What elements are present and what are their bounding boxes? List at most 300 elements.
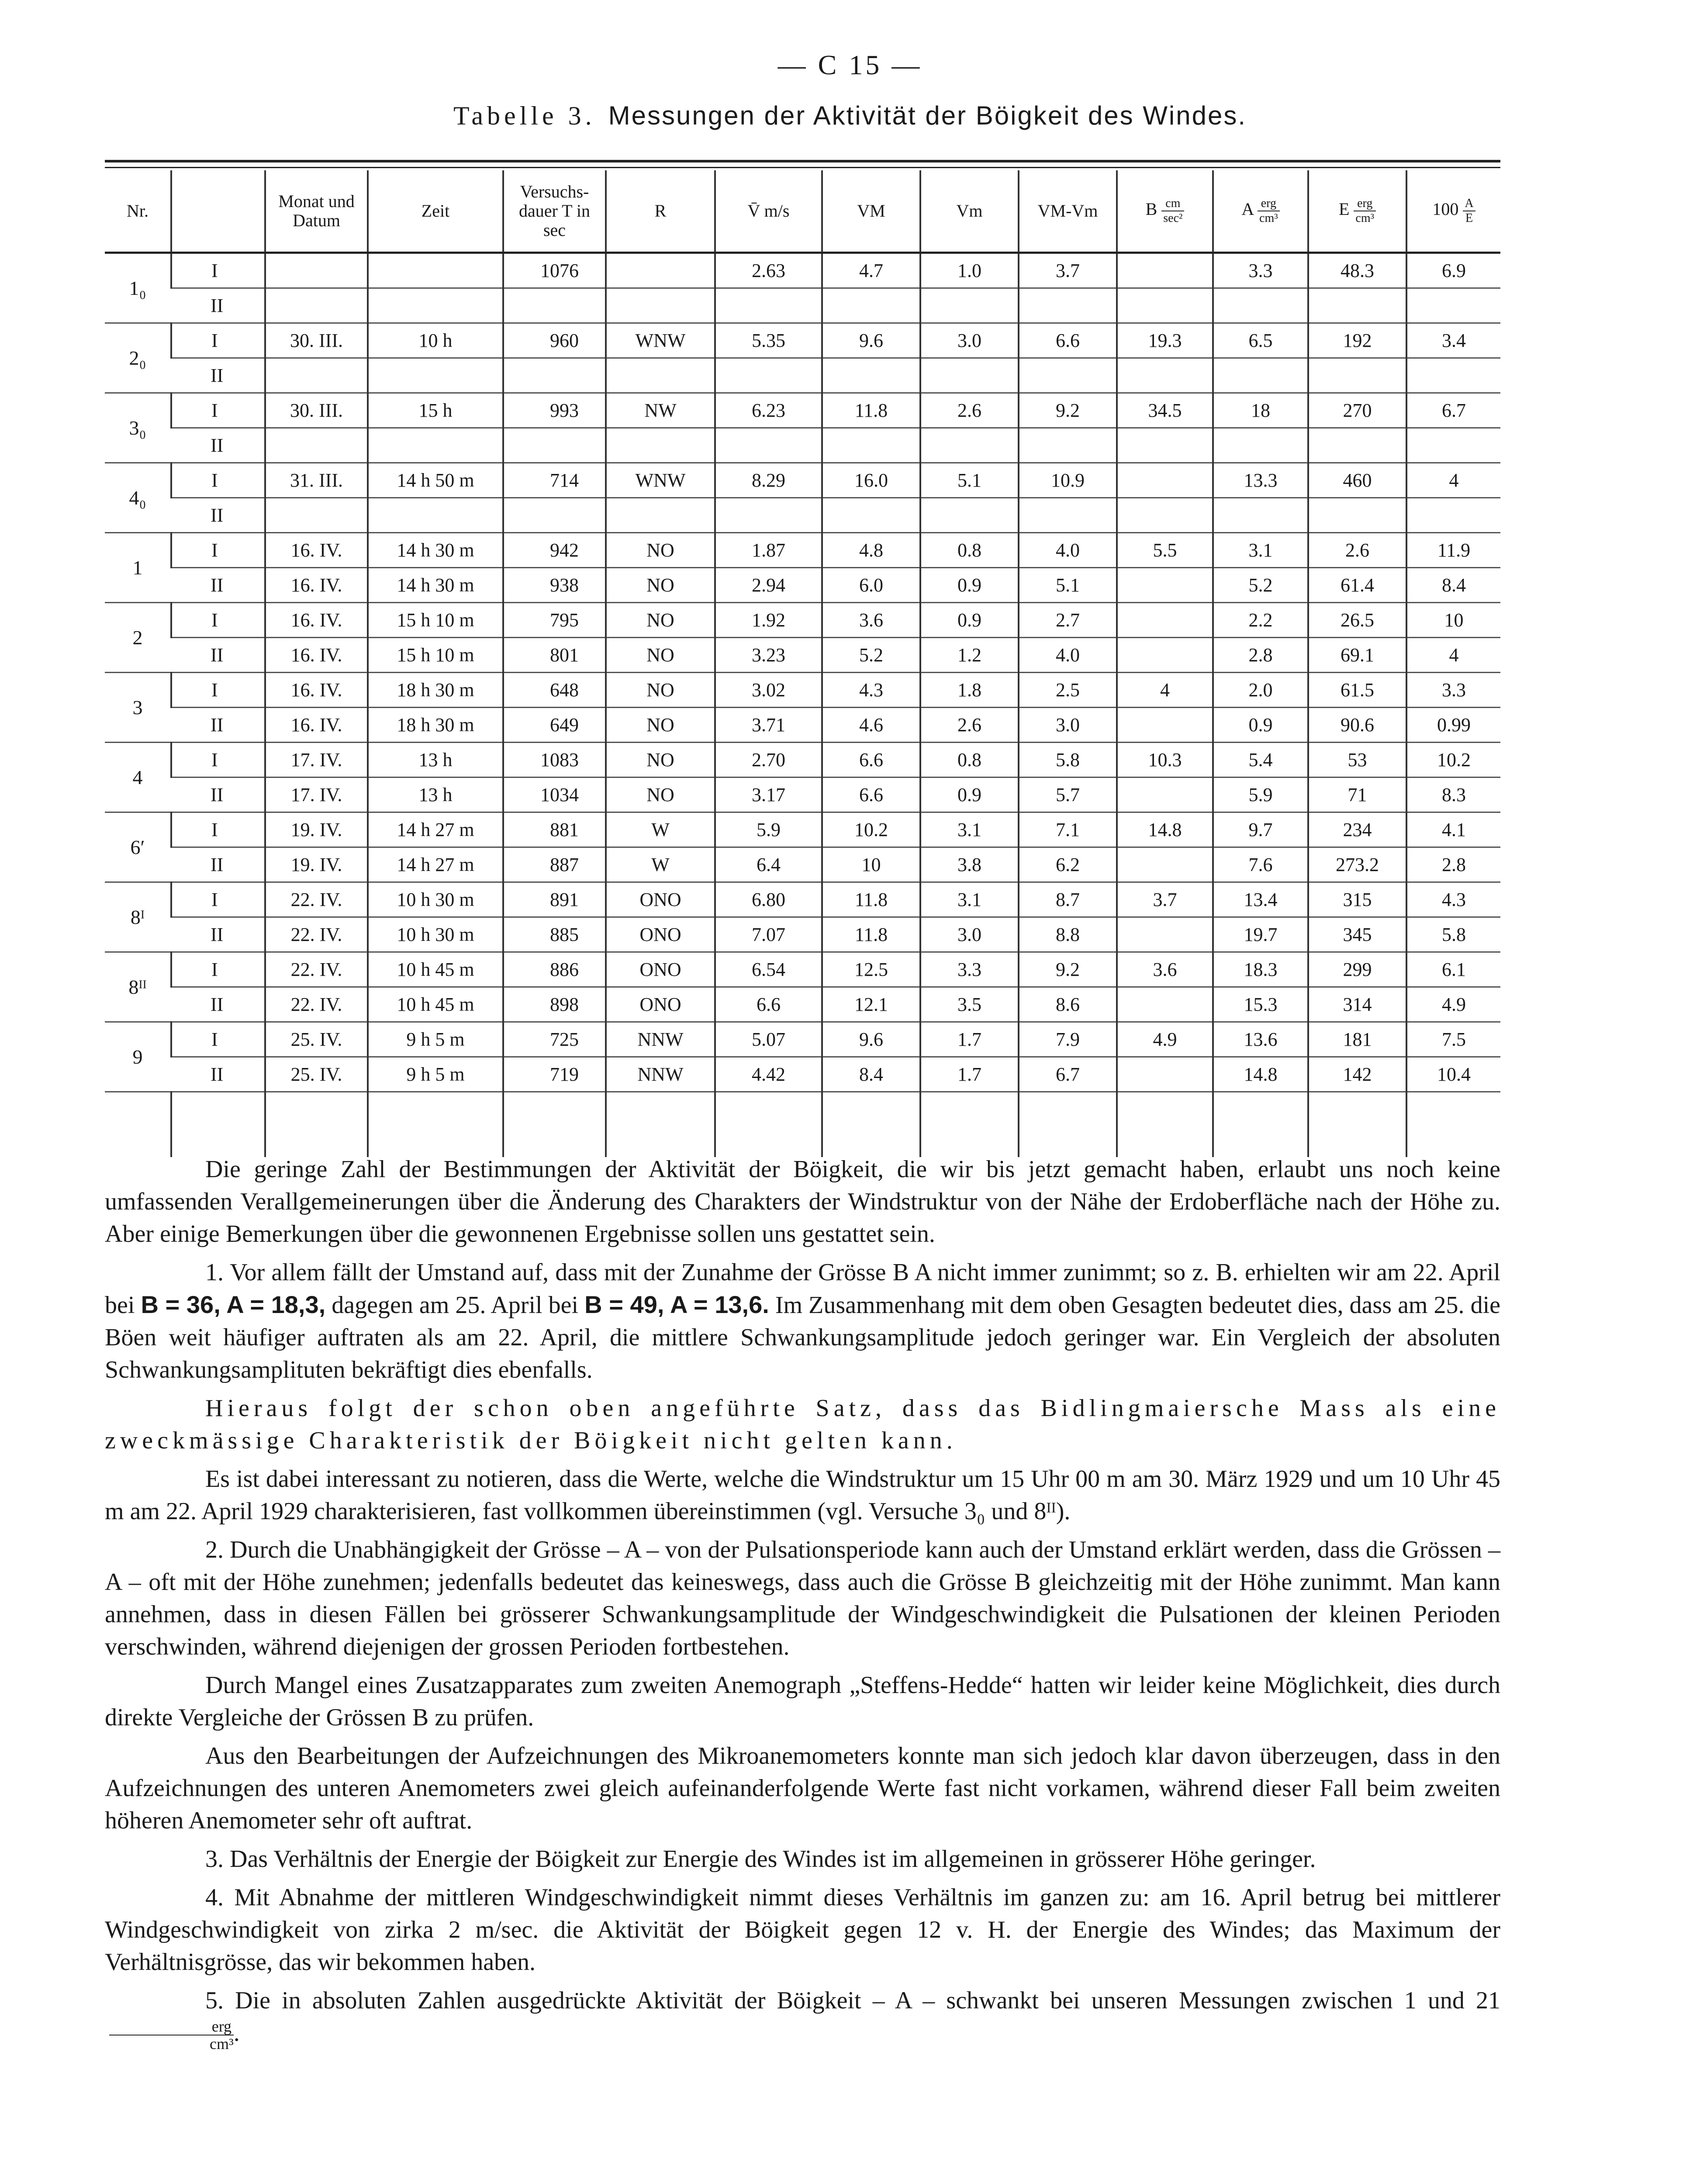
col-header-vm-diff: VM-Vm (1019, 170, 1117, 253)
cell-t: 885 (503, 917, 606, 952)
cell-s: I (171, 812, 265, 847)
cell-vmu: 16.0 (822, 463, 920, 498)
cell-time: 14 h 27 m (368, 847, 503, 882)
cell-vml: 3.8 (920, 847, 1019, 882)
cell-nr: 9 (105, 1022, 171, 1092)
cell-diff: 9.2 (1019, 393, 1117, 428)
cell-vml: 1.2 (920, 638, 1019, 673)
cell-e (1308, 428, 1406, 463)
cell-v: 5.07 (715, 1022, 822, 1057)
cell-e: 61.5 (1308, 673, 1406, 708)
cell-a: 2.0 (1213, 673, 1308, 708)
cell-diff (1019, 498, 1117, 533)
empty-cell (1406, 1092, 1500, 1158)
col-header-v: V̄ m/s (715, 170, 822, 253)
cell-a: 13.6 (1213, 1022, 1308, 1057)
cell-a: 13.4 (1213, 882, 1308, 917)
cell-s: II (171, 358, 265, 393)
cell-ratio: 3.3 (1406, 673, 1500, 708)
cell-vmu: 12.5 (822, 952, 920, 987)
cell-a: 7.6 (1213, 847, 1308, 882)
cell-nr: 1₀ (105, 253, 171, 323)
cell-vml: 0.9 (920, 568, 1019, 603)
cell-b (1117, 288, 1213, 323)
cell-r: ONO (606, 882, 715, 917)
paragraph: Es ist dabei interessant zu notieren, dass die Werte, welche die Windstruktur um 15 Uhr 00 m am 30. März 1929 und um 10 Uhr 45 m am 22. April 1929 charakterisieren, fast vollkommen übereinstimmen (vgl. Versuche 3₀ und 8ᴵᴵ). (105, 1465, 1500, 1525)
cell-a (1213, 288, 1308, 323)
cell-time: 14 h 50 m (368, 463, 503, 498)
cell-ratio: 0.99 (1406, 708, 1500, 743)
cell-s: I (171, 673, 265, 708)
cell-vmu: 10 (822, 847, 920, 882)
cell-b: 14.8 (1117, 812, 1213, 847)
cell-a: 5.2 (1213, 568, 1308, 603)
cell-vmu: 9.6 (822, 323, 920, 358)
cell-b: 4 (1117, 673, 1213, 708)
paragraph: Durch Mangel eines Zusatzapparates zum zweiten Anemograph „Steffens-Hedde“ hatten wir leider keine Möglichkeit, dies durch direkte Vergleiche der Grössen B zu prüfen. (105, 1672, 1500, 1731)
cell-t: 1083 (503, 743, 606, 778)
cell-s: II (171, 1057, 265, 1092)
col-header-r: R (606, 170, 715, 253)
cell-e: 61.4 (1308, 568, 1406, 603)
cell-a: 9.7 (1213, 812, 1308, 847)
cell-e: 181 (1308, 1022, 1406, 1057)
cell-v (715, 288, 822, 323)
cell-diff: 8.6 (1019, 987, 1117, 1022)
cell-vml: 1.8 (920, 673, 1019, 708)
cell-e (1308, 358, 1406, 393)
cell-vmu: 4.7 (822, 253, 920, 288)
cell-time (368, 498, 503, 533)
cell-b: 5.5 (1117, 533, 1213, 568)
cell-vml: 3.3 (920, 952, 1019, 987)
cell-vmu: 12.1 (822, 987, 920, 1022)
cell-diff: 2.7 (1019, 603, 1117, 638)
cell-b (1117, 358, 1213, 393)
cell-r: WNW (606, 463, 715, 498)
cell-time: 10 h 45 m (368, 952, 503, 987)
b-unit-fraction: $\frac{cm}{\text{sec²}}$ (1161, 197, 1184, 225)
cell-t: 649 (503, 708, 606, 743)
cell-ratio (1406, 498, 1500, 533)
cell-time: 14 h 30 m (368, 568, 503, 603)
cell-v (715, 428, 822, 463)
cell-t: 960 (503, 323, 606, 358)
table-row (105, 743, 1500, 778)
table-row (105, 1022, 1500, 1057)
cell-r: NO (606, 568, 715, 603)
cell-e: 53 (1308, 743, 1406, 778)
paragraph: Aus den Bearbeitungen der Aufzeichnungen des Mikroanemometers konnte man sich jedoch klar davon überzeugen, dass in den Aufzeichnungen des unteren Anemometers zwei gleich aufeinanderfolgende Werte fast nicht vorkamen, während dieser Fall beim zweiten höheren Anemometer sehr oft auftrat. (105, 1742, 1500, 1834)
cell-ratio: 5.8 (1406, 917, 1500, 952)
cell-b: 10.3 (1117, 743, 1213, 778)
cell-r: NO (606, 533, 715, 568)
cell-vml: 3.1 (920, 812, 1019, 847)
cell-nr: 3₀ (105, 393, 171, 463)
table-label: Tabelle 3. (453, 101, 596, 130)
cell-time: 9 h 5 m (368, 1057, 503, 1092)
a-unit-fraction: $\frac{\text{erg}}{\text{cm³}}$ (1258, 197, 1280, 225)
cell-nr: 8ᴵᴵ (105, 952, 171, 1022)
cell-time: 14 h 30 m (368, 533, 503, 568)
cell-time (368, 358, 503, 393)
cell-s: II (171, 847, 265, 882)
cell-date: 22. IV. (265, 987, 368, 1022)
cell-time: 10 h 45 m (368, 987, 503, 1022)
col-header-vm-lower: Vm (920, 170, 1019, 253)
table-row (105, 358, 1500, 393)
cell-r: NO (606, 778, 715, 812)
formula: B = 49, A = 13,6. (584, 1291, 769, 1318)
cell-s: I (171, 463, 265, 498)
cell-diff (1019, 428, 1117, 463)
col-header-duration: Versuchs- dauer T in sec (503, 170, 606, 253)
col-header-time: Zeit (368, 170, 503, 253)
cell-b: 34.5 (1117, 393, 1213, 428)
cell-e (1308, 498, 1406, 533)
cell-r (606, 498, 715, 533)
cell-diff: 8.7 (1019, 882, 1117, 917)
cell-r: NO (606, 603, 715, 638)
cell-diff: 5.8 (1019, 743, 1117, 778)
cell-t: 795 (503, 603, 606, 638)
table-row (105, 253, 1500, 288)
empty-cell (1117, 1092, 1213, 1158)
cell-v: 4.42 (715, 1057, 822, 1092)
cell-e: 69.1 (1308, 638, 1406, 673)
cell-s: II (171, 428, 265, 463)
table-row (105, 638, 1500, 673)
cell-date (265, 253, 368, 288)
cell-s: I (171, 533, 265, 568)
cell-v: 3.23 (715, 638, 822, 673)
cell-b: 4.9 (1117, 1022, 1213, 1057)
cell-vmu (822, 358, 920, 393)
cell-r: NO (606, 673, 715, 708)
cell-b: 3.6 (1117, 952, 1213, 987)
cell-vmu: 9.6 (822, 1022, 920, 1057)
cell-s: II (171, 568, 265, 603)
cell-date: 30. III. (265, 323, 368, 358)
cell-vml (920, 428, 1019, 463)
cell-ratio: 4.9 (1406, 987, 1500, 1022)
table-top-rule (105, 160, 1500, 162)
table-row (105, 533, 1500, 568)
cell-v: 1.87 (715, 533, 822, 568)
cell-time: 10 h 30 m (368, 882, 503, 917)
cell-e: 48.3 (1308, 253, 1406, 288)
col-header-nr: Nr. (105, 170, 171, 253)
cell-nr: 2₀ (105, 323, 171, 393)
cell-vmu: 4.6 (822, 708, 920, 743)
cell-ratio: 4 (1406, 638, 1500, 673)
cell-b (1117, 428, 1213, 463)
empty-cell (920, 1092, 1019, 1158)
cell-date: 16. IV. (265, 568, 368, 603)
cell-r (606, 253, 715, 288)
cell-vml: 3.0 (920, 323, 1019, 358)
cell-ratio: 10.4 (1406, 1057, 1500, 1092)
cell-t: 881 (503, 812, 606, 847)
cell-time: 15 h 10 m (368, 603, 503, 638)
cell-b (1117, 568, 1213, 603)
cell-a: 13.3 (1213, 463, 1308, 498)
cell-b (1117, 917, 1213, 952)
cell-b: 3.7 (1117, 882, 1213, 917)
cell-a: 5.4 (1213, 743, 1308, 778)
cell-s: II (171, 288, 265, 323)
cell-time: 9 h 5 m (368, 1022, 503, 1057)
cell-vml: 0.9 (920, 603, 1019, 638)
cell-vmu: 5.2 (822, 638, 920, 673)
table-row (105, 778, 1500, 812)
cell-ratio: 4.1 (1406, 812, 1500, 847)
cell-ratio: 10.2 (1406, 743, 1500, 778)
empty-cell (1308, 1092, 1406, 1158)
col-header-b: B $\frac{cm}{\text{sec²}}$ (1117, 170, 1213, 253)
cell-vmu: 11.8 (822, 917, 920, 952)
cell-t (503, 288, 606, 323)
cell-t: 1034 (503, 778, 606, 812)
cell-ratio: 4 (1406, 463, 1500, 498)
cell-a: 6.5 (1213, 323, 1308, 358)
table-row (105, 428, 1500, 463)
cell-t (503, 428, 606, 463)
table-header-row (105, 170, 1500, 253)
paragraph: 4. Mit Abnahme der mittleren Windgeschwindigkeit nimmt dieses Verhältnis im ganzen zu: am 16. April betrug bei mittlerer Windgeschwindigkeit von zirka 2 m/sec. die Aktivität der Böigkeit gegen 12 v. H. der Energie des Windes; das Maximum der Verhältnisgrösse, das wir bekommen haben. (105, 1884, 1500, 1976)
cell-v: 6.54 (715, 952, 822, 987)
cell-t: 714 (503, 463, 606, 498)
cell-date: 30. III. (265, 393, 368, 428)
cell-vml: 2.6 (920, 393, 1019, 428)
table-row (105, 1057, 1500, 1092)
cell-t: 725 (503, 1022, 606, 1057)
cell-vml: 3.1 (920, 882, 1019, 917)
ratio-fraction: $\frac{A}{E}$ (1463, 197, 1475, 225)
cell-e: 273.2 (1308, 847, 1406, 882)
paragraph: Die geringe Zahl der Bestimmungen der Aktivität der Böigkeit, die wir bis jetzt gemacht haben, erlaubt uns noch keine umfassenden Verallgemeinerungen über die Änderung des Charakters der Windstruktur von der Nähe der Erdoberfläche nach der Höhe zu. Aber einige Bemerkungen über die gewonnenen Ergebnisse sollen uns gestattet sein. (105, 1156, 1500, 1248)
cell-b (1117, 987, 1213, 1022)
cell-s: I (171, 603, 265, 638)
cell-vml (920, 288, 1019, 323)
paragraph: 2. Durch die Unabhängigkeit der Grösse – A – von der Pulsationsperiode kann auch der Umstand erklärt werden, dass die Grössen – A – oft mit der Höhe zunehmen; jedenfalls bedeutet das keineswegs, dass auch die Grösse B gleichzeitig mit der Höhe zunimmt. Man kann annehmen, dass in diesen Fällen bei grösserer Schwankungsamplitude der Windgeschwindigkeit die Pulsationen der kleinen Perioden verschwinden, während diejenigen der grossen Perioden fortbestehen. (105, 1536, 1500, 1660)
cell-ratio: 11.9 (1406, 533, 1500, 568)
cell-e (1308, 288, 1406, 323)
cell-v: 6.6 (715, 987, 822, 1022)
cell-date: 22. IV. (265, 952, 368, 987)
cell-v: 5.9 (715, 812, 822, 847)
empty-cell (503, 1092, 606, 1158)
cell-v: 8.29 (715, 463, 822, 498)
cell-r: W (606, 847, 715, 882)
cell-vmu: 10.2 (822, 812, 920, 847)
cell-t: 887 (503, 847, 606, 882)
cell-e: 314 (1308, 987, 1406, 1022)
cell-v: 3.71 (715, 708, 822, 743)
cell-a: 19.7 (1213, 917, 1308, 952)
cell-r: ONO (606, 987, 715, 1022)
cell-nr: 8ᴵ (105, 882, 171, 952)
cell-s: I (171, 882, 265, 917)
cell-date: 31. III. (265, 463, 368, 498)
cell-nr: 1 (105, 533, 171, 603)
cell-e: 90.6 (1308, 708, 1406, 743)
cell-vmu (822, 428, 920, 463)
table-tail-row (105, 1092, 1500, 1158)
cell-vml: 1.7 (920, 1022, 1019, 1057)
cell-date: 16. IV. (265, 638, 368, 673)
cell-t: 648 (503, 673, 606, 708)
cell-r: ONO (606, 952, 715, 987)
cell-v: 6.23 (715, 393, 822, 428)
table-row (105, 952, 1500, 987)
unit-fraction: $\frac{\text{erg}}{\text{cm³}}$ (109, 2018, 234, 2052)
cell-ratio: 2.8 (1406, 847, 1500, 882)
cell-date: 19. IV. (265, 847, 368, 882)
cell-nr: 6′ (105, 812, 171, 882)
cell-vmu: 8.4 (822, 1057, 920, 1092)
cell-a: 14.8 (1213, 1057, 1308, 1092)
cell-time: 10 h 30 m (368, 917, 503, 952)
cell-date: 22. IV. (265, 917, 368, 952)
cell-r: NO (606, 743, 715, 778)
cell-t: 801 (503, 638, 606, 673)
paragraph: 1. Vor allem fällt der Umstand auf, dass mit der Zunahme der Grösse B A nicht immer zunimmt; so z. B. erhielten wir am 22. April bei B = 36, A = 18,3, dagegen am 25. April bei B = 49, A = 13,6. Im Zusammenhang mit dem oben Gesagten bedeutet dies, dass am 25. die Böen weit häufiger auftraten als am 22. April, die mittlere Schwankungsamplitude jedoch geringer war. Ein Vergleich der absoluten Schwankungsamplituten bekräftigt dies ebenfalls. (105, 1259, 1501, 1383)
cell-vmu (822, 498, 920, 533)
cell-vml: 3.0 (920, 917, 1019, 952)
cell-e: 270 (1308, 393, 1406, 428)
cell-s: I (171, 1022, 265, 1057)
cell-a: 3.1 (1213, 533, 1308, 568)
cell-r: ONO (606, 917, 715, 952)
cell-diff: 3.0 (1019, 708, 1117, 743)
table-row (105, 498, 1500, 533)
paragraph: Hieraus folgt der schon oben angeführte Satz, dass das Bidlingmaiersche Mass als eine zweckmässige Charakteristik der Böigkeit nicht gelten kann. (105, 1395, 1500, 1454)
cell-b (1117, 253, 1213, 288)
empty-cell (171, 1092, 265, 1158)
cell-s: II (171, 638, 265, 673)
col-header-vm-upper: VM (822, 170, 920, 253)
empty-cell (606, 1092, 715, 1158)
paragraph: 5. Die in absoluten Zahlen ausgedrückte Aktivität der Böigkeit – A – schwankt bei unseren Messungen zwischen 1 und 21 $\frac{\text{erg}}{\text{cm³}}$ . (105, 1984, 1500, 2052)
cell-e: 142 (1308, 1057, 1406, 1092)
table-row (105, 708, 1500, 743)
cell-diff: 9.2 (1019, 952, 1117, 987)
cell-ratio: 8.3 (1406, 778, 1500, 812)
cell-time: 14 h 27 m (368, 812, 503, 847)
cell-e: 26.5 (1308, 603, 1406, 638)
cell-e: 345 (1308, 917, 1406, 952)
cell-vml: 0.8 (920, 743, 1019, 778)
cell-e: 460 (1308, 463, 1406, 498)
table-row (105, 673, 1500, 708)
cell-ratio: 4.3 (1406, 882, 1500, 917)
cell-s: I (171, 253, 265, 288)
cell-time: 15 h 10 m (368, 638, 503, 673)
cell-nr: 2 (105, 603, 171, 673)
table-top-rule-thin (105, 167, 1500, 168)
cell-e: 299 (1308, 952, 1406, 987)
cell-date (265, 288, 368, 323)
cell-diff: 6.6 (1019, 323, 1117, 358)
cell-diff (1019, 358, 1117, 393)
cell-nr: 4₀ (105, 463, 171, 533)
cell-r (606, 358, 715, 393)
cell-diff: 6.7 (1019, 1057, 1117, 1092)
cell-vmu: 6.0 (822, 568, 920, 603)
cell-e: 234 (1308, 812, 1406, 847)
cell-time (368, 288, 503, 323)
cell-vmu: 3.6 (822, 603, 920, 638)
table-row (105, 463, 1500, 498)
cell-a: 5.9 (1213, 778, 1308, 812)
col-header-series (171, 170, 265, 253)
cell-vml: 0.8 (920, 533, 1019, 568)
table-row (105, 568, 1500, 603)
cell-diff: 8.8 (1019, 917, 1117, 952)
cell-diff: 5.1 (1019, 568, 1117, 603)
cell-time (368, 428, 503, 463)
cell-vmu: 6.6 (822, 778, 920, 812)
table-row (105, 917, 1500, 952)
cell-s: II (171, 708, 265, 743)
cell-r: NO (606, 638, 715, 673)
cell-diff: 4.0 (1019, 533, 1117, 568)
cell-s: I (171, 323, 265, 358)
cell-s: I (171, 743, 265, 778)
cell-time: 13 h (368, 778, 503, 812)
cell-vml: 5.1 (920, 463, 1019, 498)
empty-cell (105, 1092, 171, 1158)
cell-e: 71 (1308, 778, 1406, 812)
cell-v: 2.94 (715, 568, 822, 603)
empty-cell (368, 1092, 503, 1158)
cell-e: 2.6 (1308, 533, 1406, 568)
cell-t: 938 (503, 568, 606, 603)
cell-v: 7.07 (715, 917, 822, 952)
cell-vmu: 6.6 (822, 743, 920, 778)
cell-vml: 1.0 (920, 253, 1019, 288)
col-header-a: A $\frac{\text{erg}}{\text{cm³}}$ (1213, 170, 1308, 253)
cell-ratio: 7.5 (1406, 1022, 1500, 1057)
cell-t (503, 498, 606, 533)
cell-ratio (1406, 288, 1500, 323)
cell-b (1117, 1057, 1213, 1092)
cell-diff: 7.9 (1019, 1022, 1117, 1057)
cell-v: 5.35 (715, 323, 822, 358)
table-row (105, 882, 1500, 917)
e-unit-fraction: $\frac{\text{erg}}{\text{cm³}}$ (1354, 197, 1376, 225)
cell-vml: 2.6 (920, 708, 1019, 743)
table-row (105, 323, 1500, 358)
cell-time (368, 253, 503, 288)
cell-b (1117, 708, 1213, 743)
cell-s: II (171, 987, 265, 1022)
cell-t: 898 (503, 987, 606, 1022)
cell-time: 15 h (368, 393, 503, 428)
cell-v: 6.4 (715, 847, 822, 882)
empty-cell (265, 1092, 368, 1158)
cell-time: 13 h (368, 743, 503, 778)
cell-ratio: 6.1 (1406, 952, 1500, 987)
cell-vmu: 11.8 (822, 393, 920, 428)
cell-v: 3.17 (715, 778, 822, 812)
cell-a (1213, 498, 1308, 533)
cell-a (1213, 358, 1308, 393)
cell-ratio (1406, 428, 1500, 463)
cell-e: 192 (1308, 323, 1406, 358)
cell-b (1117, 638, 1213, 673)
